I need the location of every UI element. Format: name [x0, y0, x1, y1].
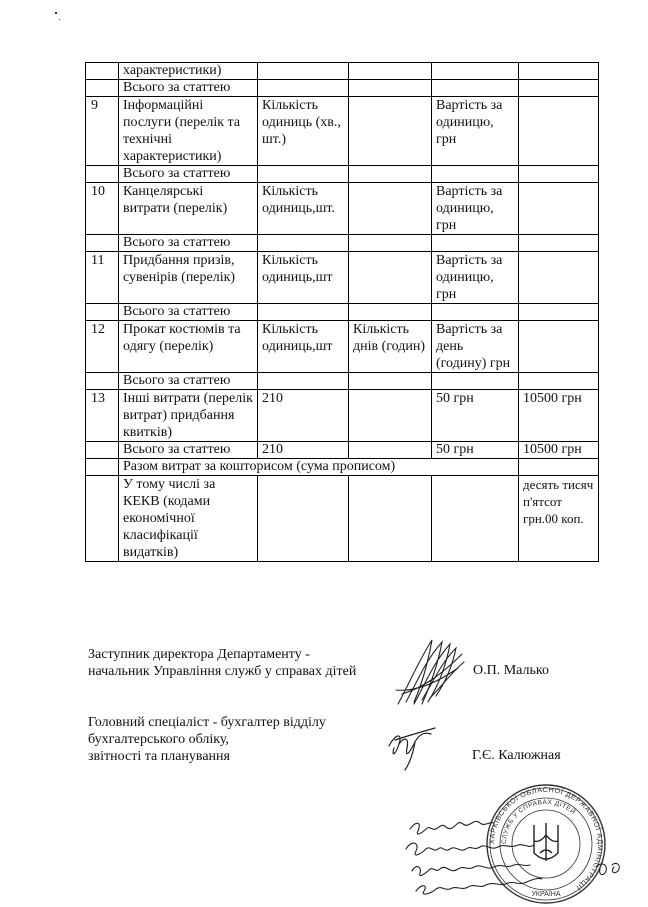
cell-days: [349, 390, 432, 442]
signer-1-position: [88, 646, 356, 680]
cell-description: Всього за статтею: [119, 442, 258, 459]
cell-description: Всього за статтею: [119, 166, 258, 183]
total-row: [86, 80, 599, 97]
cell-quantity: Кількість одиниць,шт: [258, 321, 349, 373]
cell-total: [519, 459, 599, 476]
grand-total-row: [86, 459, 599, 476]
scan-speck: [59, 19, 60, 20]
cell-total: 10500 грн: [519, 390, 599, 442]
cell-unit-cost: [432, 373, 519, 390]
cell-number: [86, 442, 119, 459]
cell-number: [86, 304, 119, 321]
cell-quantity: [258, 166, 349, 183]
cell-total: [519, 235, 599, 252]
signer-1-position-line2: начальник Управління служб у справах дітей: [88, 664, 357, 679]
budget-table: [85, 62, 599, 562]
cell-total: [519, 373, 599, 390]
item-row: [86, 390, 599, 442]
cell-quantity: [258, 235, 349, 252]
cell-quantity: Кількість одиниць (хв., шт.): [258, 97, 349, 166]
cell-total: [519, 63, 599, 80]
cell-total: [519, 183, 599, 235]
cell-days: [349, 183, 432, 235]
cell-number: [86, 373, 119, 390]
scan-speck: [55, 12, 57, 14]
item-row: [86, 183, 599, 235]
cell-unit-cost: [432, 235, 519, 252]
cell-number: 9: [86, 97, 119, 166]
total-row: [86, 63, 599, 80]
cell-total: 10500 грн: [519, 442, 599, 459]
signer-2-position-line3: звітності та планування: [88, 749, 230, 764]
kekv-label: У тому числі за КЕКВ (кодами економічної класифікації видатків): [119, 476, 258, 562]
cell-quantity: 210: [258, 390, 349, 442]
cell-description: Всього за статтею: [119, 80, 258, 97]
cell-quantity: [258, 63, 349, 80]
cell-quantity: [258, 80, 349, 97]
cell-total: [519, 321, 599, 373]
grand-total-label: Разом витрат за кошторисом (сума прописом): [119, 459, 519, 476]
cell-description: характеристики): [119, 63, 258, 80]
cell-description: Придбання призів, сувенірів (перелік): [119, 252, 258, 304]
cell-total: [519, 304, 599, 321]
signature-kaliuzhnaia: [385, 724, 441, 774]
cell-total: [519, 97, 599, 166]
cell-unit-cost: Вартість за день (годину) грн: [432, 321, 519, 373]
cell-days: [349, 476, 432, 562]
item-row: [86, 97, 599, 166]
cell-number: 10: [86, 183, 119, 235]
item-row: [86, 321, 599, 373]
cell-days: [349, 252, 432, 304]
cell-description: Інформаційні послуги (перелік та технічні характеристики): [119, 97, 258, 166]
cell-quantity: [258, 476, 349, 562]
cell-days: [349, 63, 432, 80]
cell-unit-cost: [432, 63, 519, 80]
cell-description: Всього за статтею: [119, 304, 258, 321]
cell-number: 12: [86, 321, 119, 373]
cell-unit-cost: Вартість за одиницю, грн: [432, 252, 519, 304]
cell-unit-cost: [432, 304, 519, 321]
cell-days: [349, 304, 432, 321]
cell-description: Всього за статтею: [119, 373, 258, 390]
cell-description: Прокат костюмів та одягу (перелік): [119, 321, 258, 373]
cell-number: [86, 235, 119, 252]
signer-2-position: [88, 714, 326, 765]
cell-description: Всього за статтею: [119, 235, 258, 252]
total-row: [86, 166, 599, 183]
cell-number: [86, 476, 119, 562]
cell-number: 11: [86, 252, 119, 304]
cell-description: Канцелярські витрати (перелік): [119, 183, 258, 235]
cell-number: [86, 63, 119, 80]
cell-unit-cost: 50 грн: [432, 390, 519, 442]
total-row: [86, 373, 599, 390]
cell-unit-cost: Вартість за одиницю, грн: [432, 183, 519, 235]
total-row: [86, 304, 599, 321]
signer-1-position-line1: Заступник директора Департаменту -: [88, 647, 310, 662]
stamp-inner-text: СЛУЖБ У СПРАВАХ ДІТЕЙ: [500, 798, 577, 845]
cell-quantity: Кількість одиниць,шт: [258, 252, 349, 304]
cell-number: 13: [86, 390, 119, 442]
cell-total: [519, 80, 599, 97]
cell-days: Кількість днів (годин): [349, 321, 432, 373]
cell-unit-cost: 50 грн: [432, 442, 519, 459]
signature-malko: [392, 632, 470, 710]
cell-days: [349, 235, 432, 252]
cell-number: [86, 459, 119, 476]
cell-number: [86, 166, 119, 183]
cell-description: Інші витрати (перелік витрат) придбання квитків): [119, 390, 258, 442]
cell-total: [519, 166, 599, 183]
signer-2-position-line1: Головний спеціаліст - бухгалтер відділу: [88, 715, 326, 730]
signer-2-position-line2: бухгалтерського обліку,: [88, 732, 229, 747]
cell-number: [86, 80, 119, 97]
cell-days: [349, 166, 432, 183]
cell-unit-cost: [432, 476, 519, 562]
cell-unit-cost: Вартість за одиницю, грн: [432, 97, 519, 166]
cell-days: [349, 80, 432, 97]
total-row: [86, 235, 599, 252]
signer-1-name: О.П. Малько: [473, 663, 549, 678]
kekv-amount: десять тисяч п'ятсот грн.00 коп.: [519, 476, 599, 562]
cell-quantity: [258, 304, 349, 321]
cell-days: [349, 442, 432, 459]
cell-unit-cost: [432, 166, 519, 183]
cell-quantity: [258, 373, 349, 390]
item-row: [86, 252, 599, 304]
stamp-bottom-text: УКРАЇНА: [531, 891, 561, 898]
handwritten-note: [400, 815, 628, 897]
cell-quantity: Кількість одиниць,шт.: [258, 183, 349, 235]
cell-quantity: 210: [258, 442, 349, 459]
signer-2-name: Г.Є. Калюжная: [472, 748, 561, 763]
stamp-outer-text: ХАРКІВСЬКОЇ ОБЛАСНОЇ ДЕРЖАВНОЇ АДМІНІСТРАЦІЇ: [486, 784, 606, 893]
total-row: [86, 442, 599, 459]
cell-total: [519, 252, 599, 304]
cell-days: [349, 97, 432, 166]
budget-table-body: [86, 63, 599, 562]
kekv-row: [86, 476, 599, 562]
cell-unit-cost: [432, 80, 519, 97]
cell-days: [349, 373, 432, 390]
